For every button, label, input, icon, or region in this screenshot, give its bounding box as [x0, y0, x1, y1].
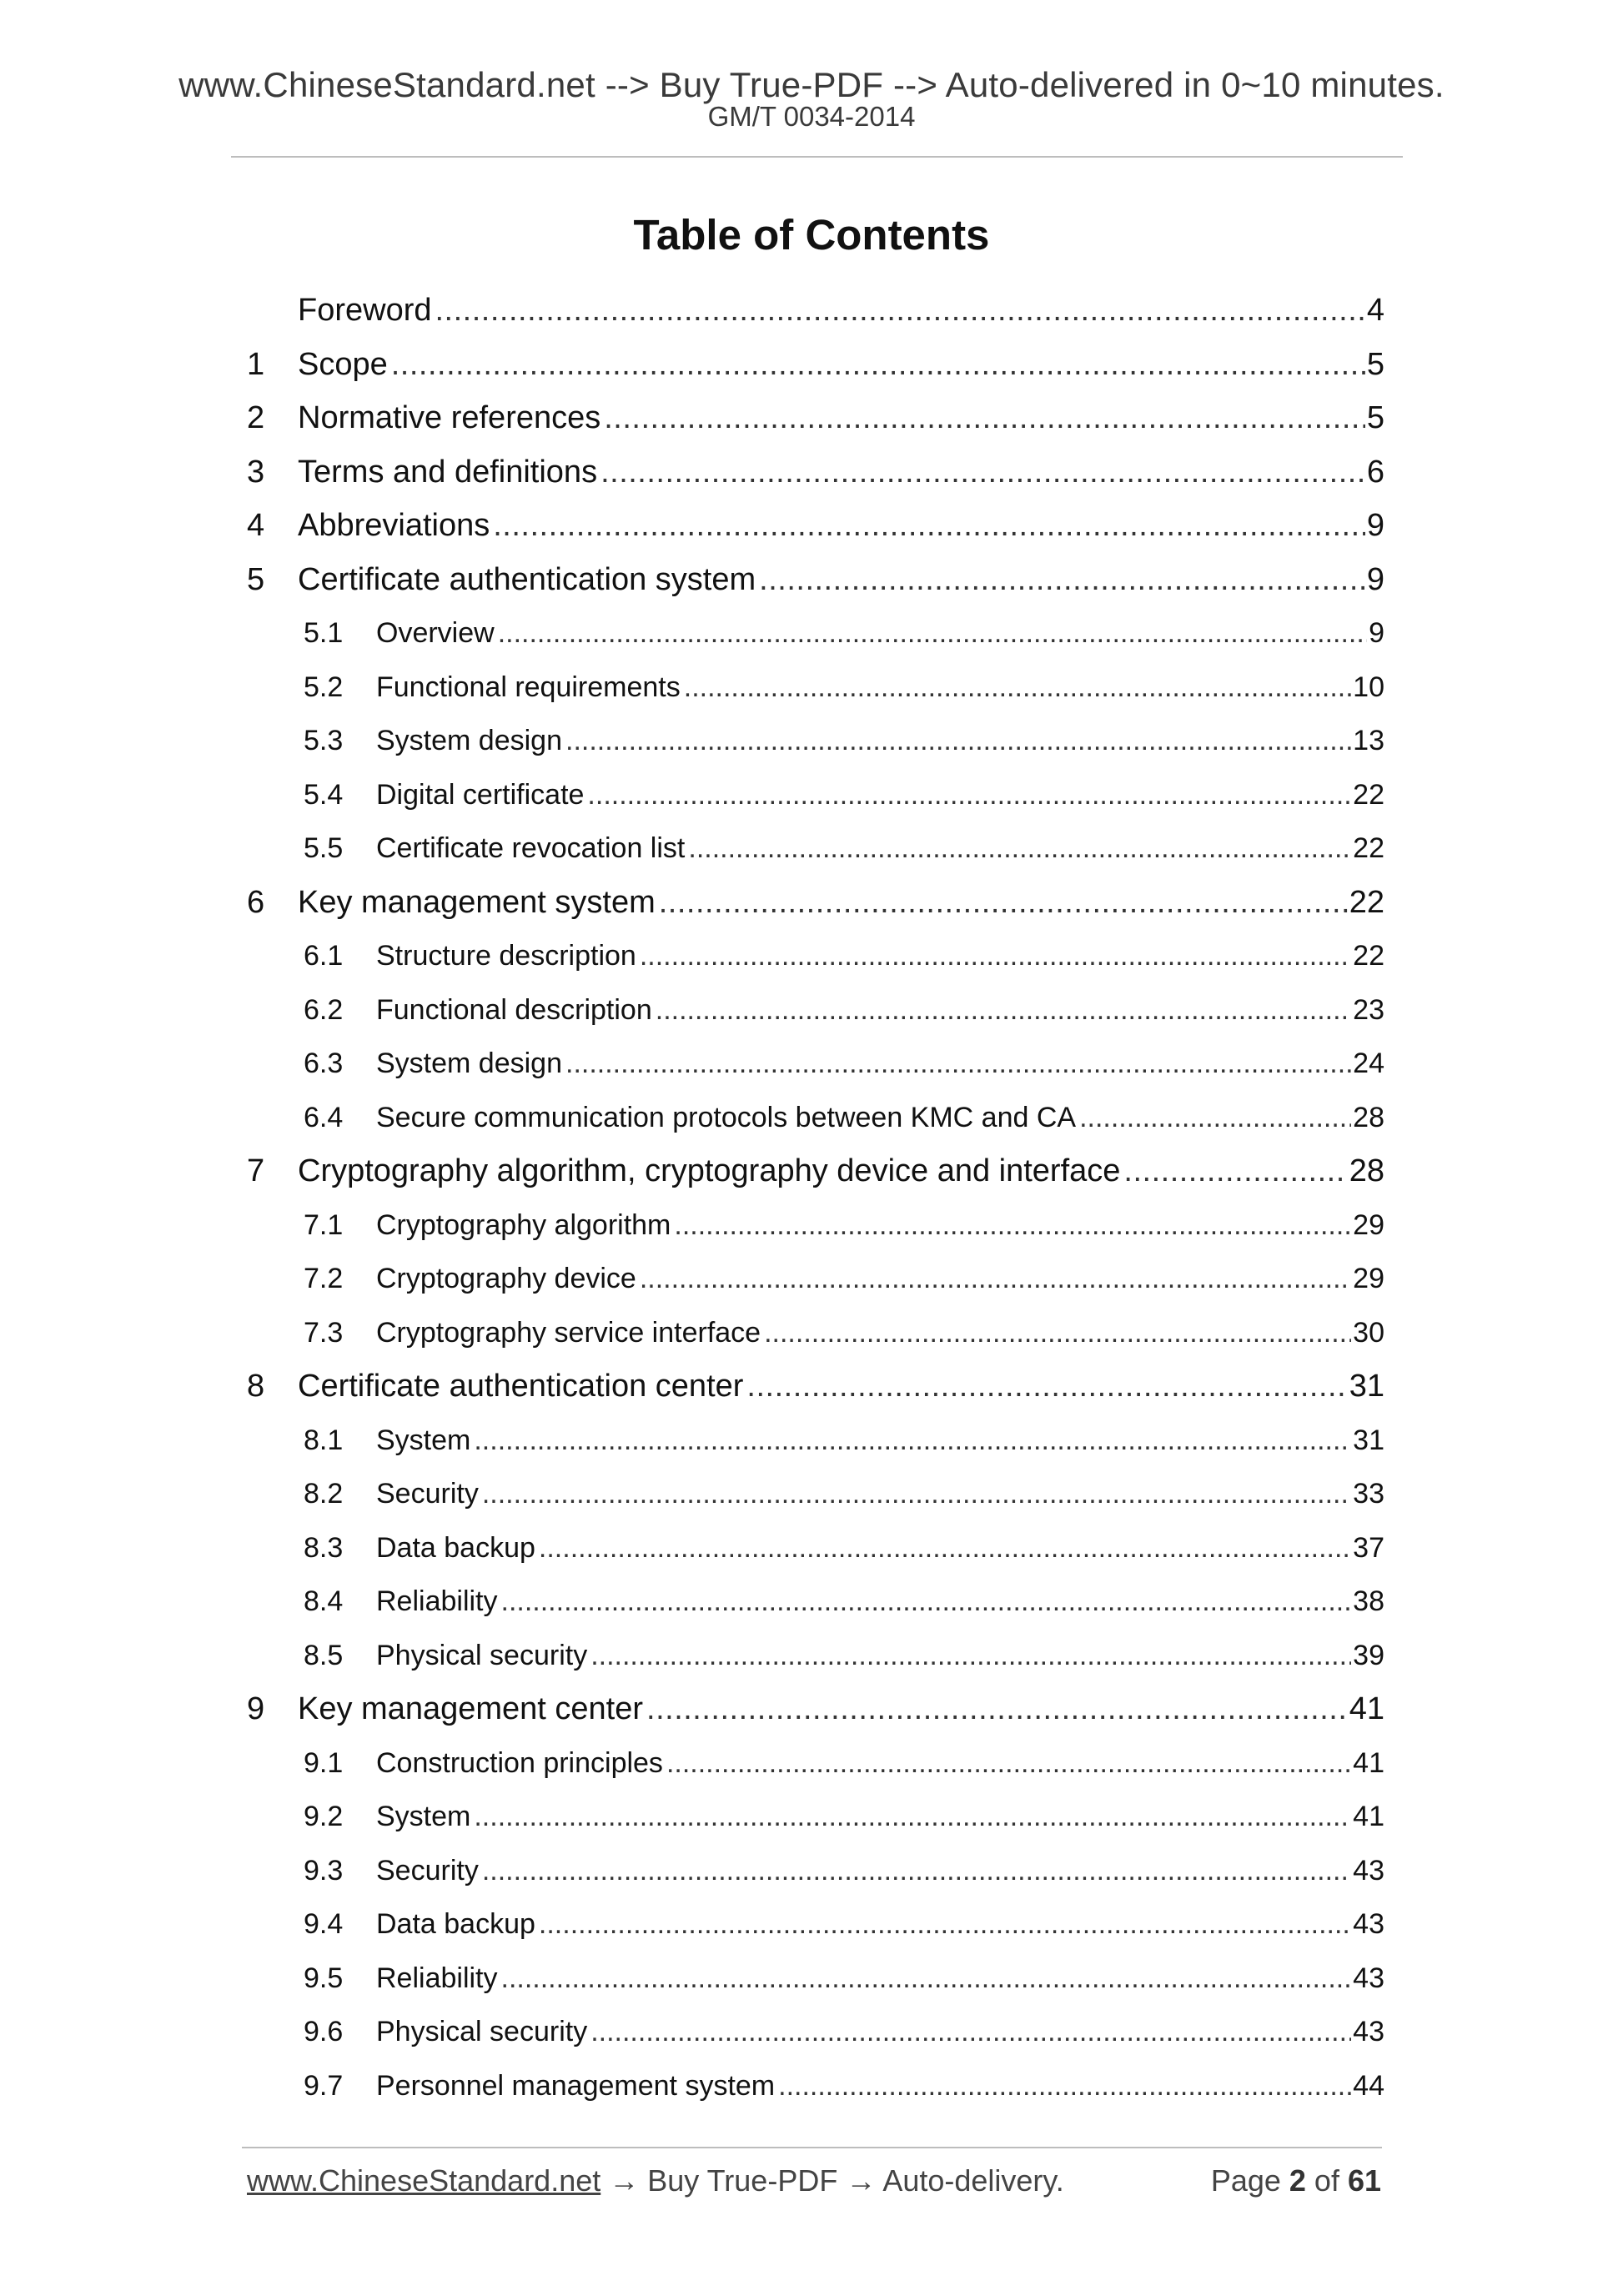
toc-entry-page: 9 [1369, 617, 1384, 649]
toc-entry-page: 41 [1353, 1801, 1384, 1832]
toc-entry[interactable] [247, 606, 1384, 661]
toc-entry[interactable] [247, 338, 1384, 392]
toc-entry[interactable] [247, 499, 1384, 553]
toc-dot-leader [391, 338, 1365, 392]
toc-entry-title: Digital certificate [376, 778, 585, 811]
toc-entry-page: 22 [1353, 778, 1384, 811]
toc-entry-page: 9 [1366, 508, 1384, 543]
toc-entry-title: Certificate authentication center [298, 1369, 744, 1404]
toc-dot-leader [501, 1952, 1352, 2006]
toc-dot-leader [474, 1414, 1351, 1468]
toc-entry-title: Reliability [376, 1585, 498, 1617]
toc-entry-title: Personnel management system [376, 2069, 776, 2102]
page-number [1211, 2163, 1381, 2199]
toc-entry-number: 6 [247, 884, 265, 920]
toc-entry-title: Physical security [376, 1639, 588, 1671]
toc-entry[interactable] [247, 1844, 1384, 1898]
toc-entry-page: 44 [1353, 2069, 1384, 2102]
toc-entry-title: Cryptography algorithm, cryptography device and interface [298, 1153, 1121, 1188]
toc-entry-page: 24 [1353, 1048, 1384, 1079]
toc-entry-number: 9.4 [304, 1908, 344, 1940]
toc-entry[interactable] [247, 768, 1384, 822]
toc-entry[interactable] [247, 1414, 1384, 1468]
footer-divider [242, 2147, 1382, 2148]
toc-entry-title: Functional requirements [376, 671, 681, 703]
toc-entry-number: 6.3 [304, 1048, 344, 1079]
toc-entry-number: 1 [247, 346, 265, 382]
toc-entry-number: 3 [247, 454, 265, 490]
page-number-of: of [1305, 2163, 1348, 2198]
toc-entry-title: System [376, 1424, 471, 1456]
page-number-current: 2 [1289, 2163, 1306, 2198]
toc-dot-leader [565, 714, 1351, 768]
toc-entry[interactable] [247, 1144, 1384, 1198]
toc-entry-page: 39 [1353, 1639, 1384, 1671]
toc-entry[interactable] [247, 1198, 1384, 1253]
toc-entry-title: Structure description [376, 940, 636, 972]
toc-entry-page: 31 [1349, 1369, 1384, 1404]
toc-entry-title: Functional description [376, 993, 652, 1026]
toc-entry-title: Secure communication protocols between KMC and CA [376, 1101, 1077, 1133]
toc-entry-page: 6 [1366, 454, 1384, 490]
toc-dot-leader [501, 1575, 1352, 1629]
toc-entry-page: 43 [1353, 2016, 1384, 2047]
toc-entry-number: 7.1 [304, 1208, 344, 1241]
toc-entry[interactable] [247, 661, 1384, 715]
toc-entry[interactable] [247, 1952, 1384, 2006]
toc-entry[interactable] [247, 929, 1384, 983]
toc-entry[interactable] [247, 1521, 1384, 1575]
toc-dot-leader [539, 1521, 1351, 1575]
toc-entry-title: System design [376, 1048, 562, 1079]
toc-entry-number: 8.1 [304, 1424, 344, 1456]
toc-entry[interactable] [247, 983, 1384, 1037]
toc-entry-page: 37 [1353, 1531, 1384, 1564]
toc-entry-number: 9.5 [304, 1962, 344, 1994]
toc-entry[interactable] [247, 1629, 1384, 1683]
toc-entry-number: 9.7 [304, 2069, 344, 2102]
toc-entry-title: Key management system [298, 884, 656, 920]
toc-entry-title: Certificate revocation list [376, 832, 686, 864]
toc-dot-leader [764, 1306, 1351, 1360]
toc-entry[interactable] [247, 1736, 1384, 1791]
toc-entry-title: Reliability [376, 1962, 498, 1994]
toc-entry-title: Construction principles [376, 1746, 663, 1779]
toc-entry-number: 4 [247, 508, 265, 543]
toc-dot-leader [604, 391, 1365, 445]
page-title: Table of Contents [633, 211, 990, 259]
toc-entry-page: 5 [1366, 346, 1384, 382]
toc-dot-leader [482, 1467, 1351, 1521]
toc-entry-number: 5.2 [304, 671, 344, 703]
toc-entry-title: Cryptography algorithm [376, 1208, 671, 1241]
toc-entry-page: 33 [1353, 1478, 1384, 1510]
toc-entry-title: Certificate authentication system [298, 561, 756, 597]
toc-entry-number: 5.3 [304, 725, 344, 756]
toc-entry[interactable] [247, 1091, 1384, 1145]
toc-entry-page: 29 [1353, 1208, 1384, 1241]
table-of-contents [247, 284, 1384, 2113]
toc-entry-number: 5.4 [304, 778, 344, 811]
toc-entry-title: Foreword [298, 293, 432, 328]
toc-entry-number: 8.3 [304, 1531, 344, 1564]
toc-entry-page: 5 [1366, 400, 1384, 435]
toc-entry-number: 6.2 [304, 993, 344, 1026]
header-banner-text: www.ChineseStandard.net --> Buy True-PDF --> Auto-delivered in 0~10 minutes. [178, 65, 1445, 104]
toc-entry[interactable] [247, 445, 1384, 500]
toc-entry-page: 28 [1353, 1101, 1384, 1133]
toc-entry-number: 9 [247, 1691, 265, 1726]
toc-entry[interactable] [247, 553, 1384, 607]
toc-entry-page: 9 [1366, 561, 1384, 597]
toc-entry-number: 5 [247, 561, 265, 597]
toc-dot-leader [590, 2005, 1351, 2059]
toc-entry-page: 10 [1353, 671, 1384, 703]
toc-entry-title: Data backup [376, 1908, 535, 1940]
toc-dot-leader [646, 1682, 1348, 1736]
toc-entry-page: 41 [1349, 1691, 1384, 1726]
toc-dot-leader [640, 929, 1351, 983]
toc-dot-leader [759, 553, 1365, 607]
toc-entry[interactable] [247, 1467, 1384, 1521]
toc-entry[interactable] [247, 1790, 1384, 1844]
toc-dot-leader [565, 1037, 1351, 1091]
toc-dot-leader [435, 284, 1365, 338]
toc-dot-leader [656, 983, 1351, 1037]
toc-entry[interactable] [247, 1575, 1384, 1629]
toc-entry[interactable] [247, 391, 1384, 445]
toc-entry-title: Physical security [376, 2016, 588, 2047]
toc-dot-leader [482, 1844, 1351, 1898]
toc-entry-title: Overview [376, 617, 495, 649]
toc-entry[interactable] [247, 821, 1384, 876]
toc-dot-leader [1079, 1091, 1351, 1145]
toc-entry-number: 5.1 [304, 617, 344, 649]
page-footer [247, 2163, 1381, 2199]
toc-entry-page: 29 [1353, 1263, 1384, 1294]
header-divider [231, 156, 1403, 158]
toc-entry-number: 6.4 [304, 1101, 344, 1133]
toc-entry-page: 22 [1349, 884, 1384, 920]
toc-dot-leader [498, 606, 1367, 661]
toc-dot-leader [746, 1359, 1347, 1414]
toc-dot-leader [778, 2059, 1351, 2113]
toc-entry-title: Cryptography service interface [376, 1316, 761, 1349]
toc-entry-number: 9.1 [304, 1746, 344, 1779]
toc-entry-number: 8.4 [304, 1585, 344, 1617]
toc-entry-number: 2 [247, 400, 265, 435]
toc-entry-number: 6.1 [304, 940, 344, 972]
toc-dot-leader [666, 1736, 1351, 1791]
toc-dot-leader [600, 445, 1365, 500]
toc-entry-page: 22 [1353, 832, 1384, 864]
toc-entry[interactable] [247, 1897, 1384, 1952]
toc-entry-page: 30 [1353, 1316, 1384, 1349]
toc-entry[interactable] [247, 1306, 1384, 1360]
toc-entry[interactable] [247, 1037, 1384, 1091]
toc-entry-number: 7 [247, 1153, 265, 1188]
footer-website-link[interactable]: www.ChineseStandard.net [247, 2163, 601, 2198]
toc-entry-page: 43 [1353, 1908, 1384, 1940]
toc-entry-title: Scope [298, 346, 388, 382]
toc-entry-title: Key management center [298, 1691, 644, 1726]
toc-entry-title: System design [376, 725, 562, 756]
toc-entry-number: 9.2 [304, 1801, 344, 1832]
page-header [0, 65, 1623, 132]
toc-dot-leader [539, 1897, 1351, 1952]
toc-entry[interactable] [247, 1359, 1384, 1414]
toc-entry-page: 43 [1353, 1854, 1384, 1887]
toc-entry[interactable] [247, 2005, 1384, 2059]
toc-entry-page: 38 [1353, 1585, 1384, 1617]
toc-dot-leader [1123, 1144, 1347, 1198]
toc-dot-leader [688, 821, 1351, 876]
footer-tagline: → Buy True-PDF → Auto-delivery. [600, 2163, 1064, 2198]
toc-entry[interactable] [247, 284, 1384, 338]
toc-entry-page: 4 [1366, 293, 1384, 328]
toc-entry-title: Cryptography device [376, 1263, 636, 1294]
toc-dot-leader [474, 1790, 1351, 1844]
toc-entry-page: 22 [1353, 940, 1384, 972]
toc-entry-number: 7.3 [304, 1316, 344, 1349]
toc-entry-number: 5.5 [304, 832, 344, 864]
toc-entry[interactable] [247, 2059, 1384, 2113]
document-code: GM/T 0034-2014 [707, 101, 916, 132]
toc-dot-leader [493, 499, 1365, 553]
toc-entry[interactable] [247, 1682, 1384, 1736]
toc-dot-leader [674, 1198, 1351, 1253]
toc-entry-page: 41 [1353, 1746, 1384, 1779]
toc-entry-title: Normative references [298, 400, 601, 435]
toc-entry-number: 8 [247, 1369, 265, 1404]
page-number-total: 61 [1347, 2163, 1381, 2198]
toc-dot-leader [590, 1629, 1351, 1683]
toc-entry-number: 7.2 [304, 1263, 344, 1294]
toc-dot-leader [684, 661, 1351, 715]
toc-dot-leader [659, 876, 1348, 930]
toc-entry-title: Terms and definitions [298, 454, 598, 490]
toc-entry-page: 28 [1349, 1153, 1384, 1188]
toc-entry-number: 8.2 [304, 1478, 344, 1510]
toc-entry[interactable] [247, 876, 1384, 930]
toc-entry-page: 13 [1353, 725, 1384, 756]
toc-dot-leader [587, 768, 1351, 822]
toc-entry-title: Data backup [376, 1531, 535, 1564]
page-number-prefix: Page [1210, 2163, 1289, 2198]
toc-entry-page: 23 [1353, 993, 1384, 1026]
toc-entry-page: 43 [1353, 1962, 1384, 1994]
toc-entry[interactable] [247, 714, 1384, 768]
toc-entry-number: 8.5 [304, 1639, 344, 1671]
toc-entry-title: Security [376, 1854, 479, 1887]
toc-dot-leader [640, 1252, 1351, 1306]
toc-entry-number: 9.6 [304, 2016, 344, 2047]
toc-entry-number: 9.3 [304, 1854, 344, 1887]
toc-entry-title: Security [376, 1478, 479, 1510]
toc-entry[interactable] [247, 1252, 1384, 1306]
toc-entry-title: System [376, 1801, 471, 1832]
toc-entry-page: 31 [1353, 1424, 1384, 1456]
toc-entry-title: Abbreviations [298, 508, 490, 543]
